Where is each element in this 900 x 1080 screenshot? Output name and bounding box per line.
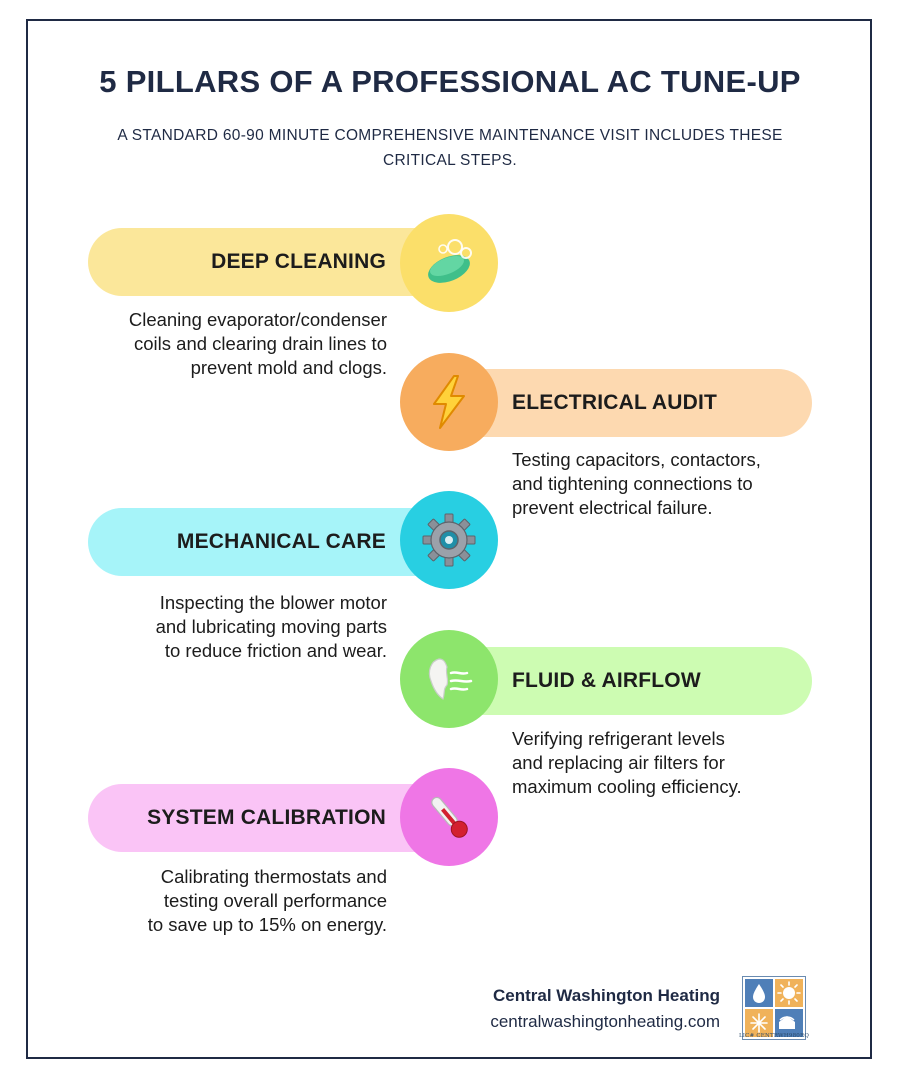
thermometer-icon	[400, 768, 498, 866]
description-line: Calibrating thermostats and	[160, 866, 387, 887]
description-line: prevent electrical failure.	[512, 497, 713, 518]
pillar-heading: MECHANICAL CARE	[176, 530, 386, 553]
gear-icon	[400, 491, 498, 589]
subtitle-line: CRITICAL STEPS.	[383, 152, 517, 169]
description-line: testing overall performance	[163, 890, 387, 911]
description-line: to save up to 15% on energy.	[147, 914, 387, 935]
company-name: Central Washington Heating	[493, 986, 720, 1005]
pillar-heading: ELECTRICAL AUDIT	[512, 391, 718, 414]
soap-bubbles-icon	[400, 214, 498, 312]
description-line: Inspecting the blower motor	[159, 592, 387, 613]
description-line: and replacing air filters for	[512, 752, 725, 773]
description-line: and tightening connections to	[512, 473, 753, 494]
pillar-description	[512, 727, 812, 799]
company-url[interactable]: centralwashingtonheating.com	[490, 1012, 720, 1031]
description-line: to reduce friction and wear.	[164, 640, 387, 661]
description-line: Cleaning evaporator/condenser	[128, 309, 387, 330]
pillar-description	[88, 308, 387, 380]
wind-face-icon	[400, 630, 498, 728]
page-subtitle	[100, 123, 800, 173]
description-line: prevent mold and clogs.	[190, 357, 387, 378]
pillar-heading: DEEP CLEANING	[211, 250, 386, 273]
logo-caption: LIC# CENTRWH980RQ	[738, 1033, 810, 1039]
description-line: and lubricating moving parts	[155, 616, 387, 637]
pillar-description	[512, 448, 812, 520]
company-logo	[742, 976, 806, 1040]
pillar-heading: FLUID & AIRFLOW	[512, 669, 701, 692]
pillar-description	[88, 591, 387, 663]
pillar-description	[88, 865, 387, 937]
subtitle-line: A STANDARD 60-90 MINUTE COMPREHENSIVE MAINTENANCE VISIT INCLUDES THESE	[117, 127, 783, 144]
page-title: 5 PILLARS OF A PROFESSIONAL AC TUNE-UP	[99, 64, 801, 99]
description-line: maximum cooling efficiency.	[512, 776, 742, 797]
description-line: Verifying refrigerant levels	[512, 728, 725, 749]
lightning-bolt-icon	[400, 353, 498, 451]
description-line: Testing capacitors, contactors,	[512, 449, 761, 470]
pillar-heading: SYSTEM CALIBRATION	[147, 806, 386, 829]
description-line: coils and clearing drain lines to	[134, 333, 387, 354]
